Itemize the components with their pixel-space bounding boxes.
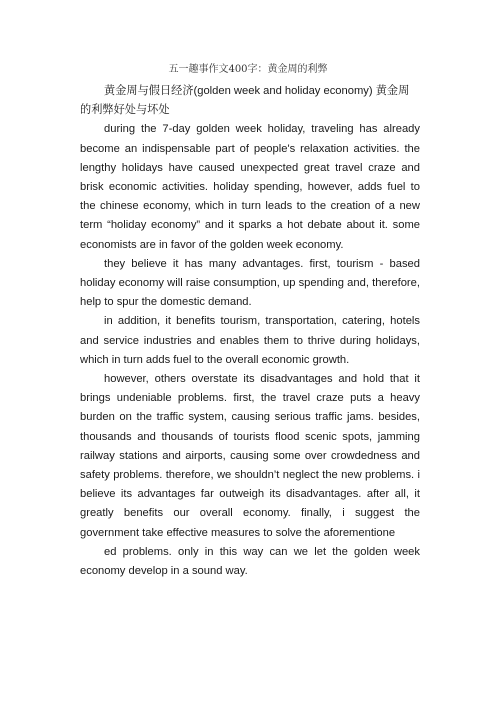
article-title: 黄金周与假日经济(golden week and holiday economy) 黄金周的利弊好处与坏处 bbox=[80, 85, 410, 117]
paragraph-5: ed problems. only in this way can we let the golden week economy develop in a sound way. bbox=[80, 545, 420, 578]
paragraph-4: however, others overstate its disadvantages and hold that it brings undeniable problems. first, the travel craze puts a heavy burden on the traffic system, causing serious traffic jams. besides, thousands and thousands of tourists flood scenic spots, jamming railway stations and airports, causing some over crowdedness and safety problems. therefore, we shouldn’t neglect the new problems. i believe its advantages far outweigh its disadvantages. after all, it greatly benefits our overall economy. finally, i suggest the government take effective measures to solve the aforementione bbox=[80, 373, 420, 539]
paragraph-3: in addition, it benefits tourism, transportation, catering, hotels and service industries and enables them to thrive during holidays, which in turn adds fuel to the overall economic growth. bbox=[80, 315, 420, 366]
page-header: 五一趣事作文400字：黄金周的利弊 bbox=[168, 64, 328, 75]
paragraph-2: they believe it has many advantages. first, tourism - based holiday economy will raise consumption, up spending and, therefore, help to spur the domestic demand. bbox=[80, 257, 420, 309]
paragraph-1: during the 7-day golden week holiday, traveling has already become an indispensable part of people's relaxation activities. the lengthy holidays have caused unexpected great travel craze and brisk economic activities. holiday spending, however, adds fuel to the chinese economy, which in turn leads to the creation of a new term “holiday economy” and it sparks a hot debate about it. some economists are in favor of the golden week economy. bbox=[80, 123, 420, 251]
article-body bbox=[80, 82, 420, 581]
